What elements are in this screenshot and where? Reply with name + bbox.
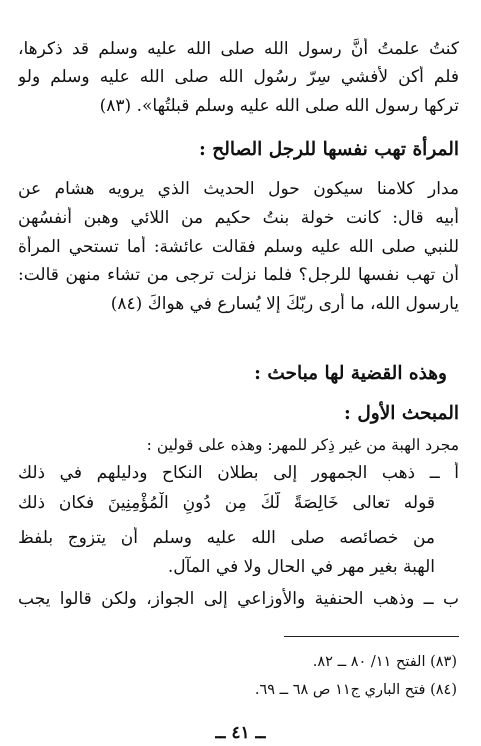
footnote: (٨٤) فتح الباري ج١١ ص ٦٨ ــ ٦٩. (254, 682, 457, 698)
text-line: مجرد الهبة من غير ذِكر للمهر: وهذه على قولين : (146, 436, 459, 454)
text-line: فلم أكن لأفشي سِرّ رسُول الله صلى الله عليه وسلم ولو (18, 67, 459, 87)
text-line: أن تهب نفسها للرجل؟ فلما نزلت ترجى من تشاء منهن قالت: (18, 265, 459, 285)
page-number: ــ ٤١ ــ (215, 723, 266, 743)
list-item: ب ــ وذهب الحنفية والأوزاعي إلى الجواز، ولكن قالوا يجب (18, 589, 459, 609)
footnote: (٨٣) الفتح ١١/ ٨٠ ــ ٨٢. (312, 654, 457, 670)
text-line: قوله تعالى خَالِصَةً لَّكَ مِن دُونِ الْمُؤْمِنِينَ فكان ذلك (18, 493, 435, 513)
list-item: أ ــ ذهب الجمهور إلى بطلان النكاح ودليلهم في ذلك (18, 463, 459, 483)
text-line: أبيه قال: كانت خولة بنتُ حكيم من اللائي وهبن أنفسُهن (18, 208, 459, 228)
footnote-divider (284, 636, 459, 637)
text-line: يارسول الله، ما أرى ربّكَ إلا يُسارع في هواكَ (٨٤) (110, 294, 459, 314)
text-line: مدار كلامنا سيكون حول الحديث الذي يرويه هشام عن (18, 179, 459, 199)
section-heading: المرأة تهب نفسها للرجل الصالح : (198, 139, 459, 160)
section-heading: وهذه القضية لها مباحث : (254, 363, 447, 384)
section-heading: المبحث الأول : (344, 403, 459, 424)
text-line: للنبي صلى الله عليه وسلم فقالت عائشة: أما تستحي المرأة (18, 237, 459, 257)
text-line: كنتُ علمتُ أنَّ رسول الله صلى الله عليه وسلم قد ذكرها، (18, 39, 459, 59)
text-line: من خصائصه صلى الله عليه وسلم أن يتزوج بلفظ (18, 528, 435, 548)
text-line: تركها رسول الله صلى الله عليه وسلم قبلتُها». (٨٣) (99, 96, 459, 116)
text-line: الهبة بغير مهر في الحال ولا في المآل. (167, 557, 435, 577)
